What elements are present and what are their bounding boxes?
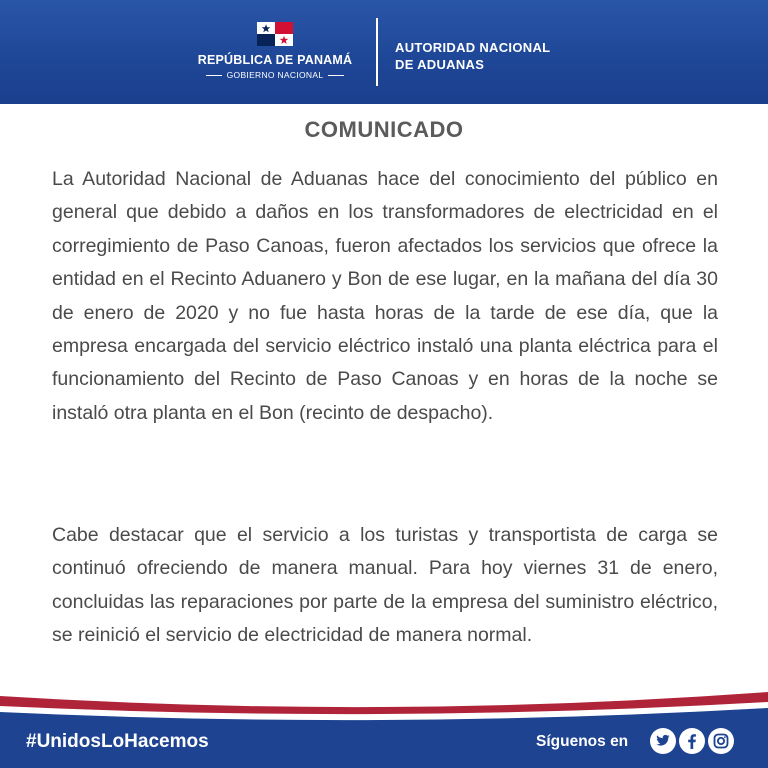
body-paragraph-2: Cabe destacar que el servicio a los turistas y transportista de carga se continuó ofreciendo de manera manual. Para hoy viernes 31 de enero, concluidas las reparaciones por parte de la empresa del suministro eléctrico, se reinició el servicio de electricidad de manera normal. — [52, 524, 718, 647]
page-title: COMUNICADO — [304, 117, 464, 142]
agency-name — [395, 39, 550, 73]
government-name: REPÚBLICA DE PANAMÁ — [197, 53, 353, 67]
instagram-icon[interactable] — [708, 728, 734, 754]
header-divider — [376, 18, 378, 86]
agency-name-line2: DE ADUANAS — [395, 57, 485, 72]
header-banner — [0, 0, 768, 104]
twitter-icon[interactable] — [650, 728, 676, 754]
panama-flag-icon — [257, 22, 293, 46]
hashtag-text: #UnidosLoHacemos — [26, 731, 209, 752]
government-subtitle — [190, 70, 360, 80]
body-paragraph-1: La Autoridad Nacional de Aduanas hace del conocimiento del público en general que debido a daños en los transformadores de electricidad en el corregimiento de Paso Canoas, fueron afectados los servicios que ofrece la entidad en el Recinto Aduanero y Bon de ese lugar, en la mañana del día 30 de enero de 2020 y no fue hasta horas de la tarde de ese día, que la empresa encargada del servicio eléctrico instaló una planta eléctrica para el funcionamiento del Recinto de Paso Canoas y en horas de la noche se instaló otra planta en el Bon (recinto de despacho). — [52, 168, 718, 424]
follow-us-label: Síguenos en — [536, 733, 629, 750]
government-subtitle-text: GOBIERNO NACIONAL — [226, 70, 324, 80]
facebook-icon[interactable] — [679, 728, 705, 754]
agency-name-line1: AUTORIDAD NACIONAL — [395, 40, 551, 55]
